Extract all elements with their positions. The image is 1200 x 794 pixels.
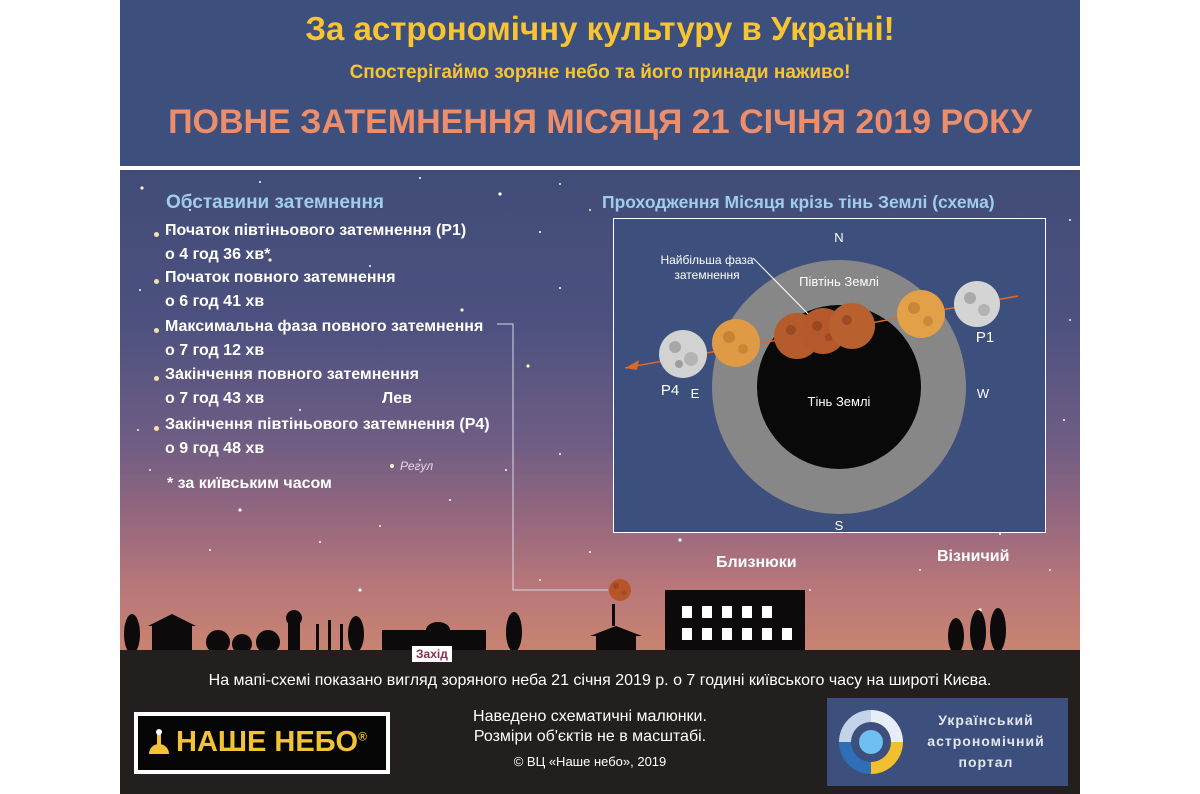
event-u4-time: о 7 год 43 хв xyxy=(165,390,265,407)
registered-mark: ® xyxy=(358,729,367,744)
poster xyxy=(120,0,1080,794)
bullet xyxy=(154,232,159,237)
night-sky-map xyxy=(120,166,1080,654)
moon-eclipsed-3 xyxy=(829,303,875,349)
schematic-note-1: Наведено схематичні малюнки. xyxy=(473,708,707,725)
direction-west-label: Захід xyxy=(412,646,452,662)
footnote: * за київським часом xyxy=(167,475,332,492)
logo-text: НАШЕ НЕБО xyxy=(176,726,359,758)
eclipse-scheme xyxy=(613,218,1046,533)
umbra-label: Тінь Землі xyxy=(807,394,871,409)
bullet xyxy=(154,328,159,333)
moon-p4 xyxy=(659,330,707,378)
circumstances-title: Обставини затемнення xyxy=(166,192,385,213)
event-title: ПОВНЕ ЗАТЕМНЕННЯ МІСЯЦЯ 21 СІЧНЯ 2019 РОКУ xyxy=(168,103,1032,141)
telescope-icon xyxy=(146,728,172,758)
portal-name-line1: Український xyxy=(938,712,1034,728)
scheme-title: Проходження Місяця крізь тінь Землі (схема) xyxy=(602,192,995,212)
moon-p1 xyxy=(954,281,1000,327)
portal-name-line3: портал xyxy=(958,754,1014,770)
constellation-leo: Лев xyxy=(382,390,412,407)
copyright: © ВЦ «Наше небо», 2019 xyxy=(513,754,667,769)
star-regulus: Регул xyxy=(400,459,434,473)
ukrainian-astronomy-portal-logo xyxy=(827,698,1068,786)
max-phase-label-line1: Найбільша фаза xyxy=(660,253,754,267)
bullet xyxy=(154,279,159,284)
footer xyxy=(120,647,1080,794)
schematic-note-2: Розміри об'єктів не в масштабі. xyxy=(473,728,707,745)
event-p1-time: о 4 год 36 хв* xyxy=(165,246,271,263)
nashe-nebo-logo xyxy=(134,712,390,774)
constellation-gemini: Близнюки xyxy=(716,554,797,571)
event-p4-time: о 9 год 48 хв xyxy=(165,440,265,457)
p4-label: P4 xyxy=(660,382,680,399)
bullet xyxy=(154,376,159,381)
map-note: На мапі-схемі показано вигляд зоряного неба 21 січня 2019 р. о 7 годині київського часу на широті Києва. xyxy=(208,672,992,689)
compass-east: E xyxy=(690,386,700,401)
event-u1-time: о 6 год 41 хв xyxy=(165,293,265,310)
event-u1-label: Початок повного затемнення xyxy=(165,269,396,286)
page-subtitle: Спостерігаймо зоряне небо та його принади наживо! xyxy=(349,62,851,83)
penumbra-label: Півтінь Землі xyxy=(799,274,879,289)
p1-label: P1 xyxy=(975,329,995,346)
event-u4-label: Закінчення повного затемнення xyxy=(165,366,419,383)
header xyxy=(120,0,1080,166)
max-phase-label-line2: затемнення xyxy=(674,268,740,282)
bullet xyxy=(154,426,159,431)
portal-ring-icon xyxy=(833,704,909,780)
constellation-auriga: Візничий xyxy=(937,548,1010,565)
portal-name-line2: астрономічний xyxy=(927,733,1045,749)
event-p4-label: Закінчення півтіньового затемнення (P4) xyxy=(165,416,490,433)
moon-u1 xyxy=(897,290,945,338)
event-max-label: Максимальна фаза повного затемнення xyxy=(165,318,484,335)
page-title: За астрономічну культуру в Україні! xyxy=(305,10,895,47)
event-p1-label: Початок півтіньового затемнення (P1) xyxy=(165,222,467,239)
event-max-time: о 7 год 12 хв xyxy=(165,342,265,359)
compass-west: W xyxy=(976,386,990,401)
horizon-silhouette xyxy=(120,590,1080,654)
compass-north: N xyxy=(834,230,844,245)
moon-u4 xyxy=(712,319,760,367)
compass-south: S xyxy=(834,518,844,533)
